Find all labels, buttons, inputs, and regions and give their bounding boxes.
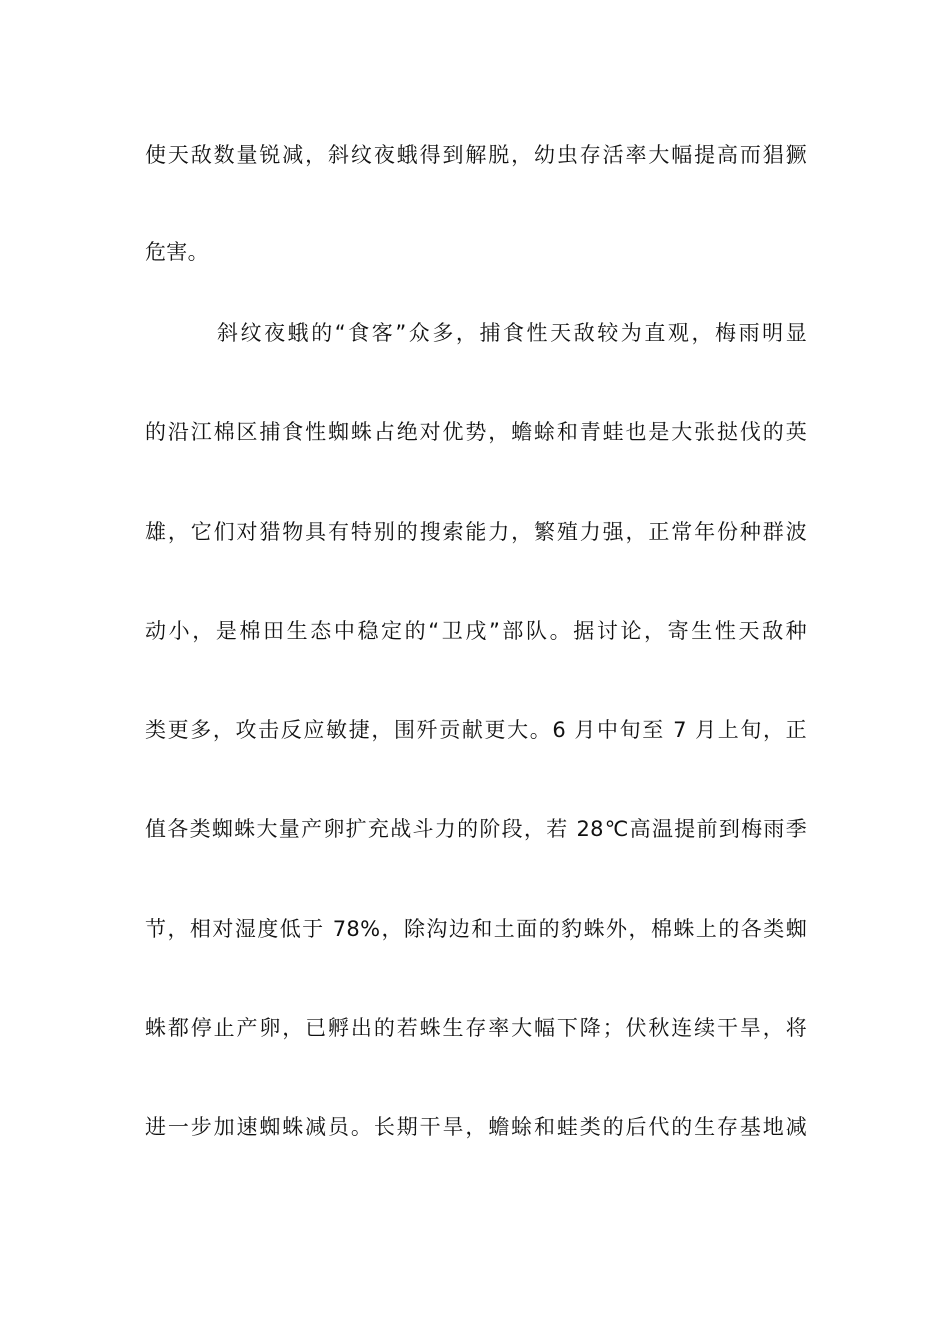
text-line-11: 进一步加速蜘蛛减员。长期干旱，蟾蜍和蛙类的后代的生存基地减 [145,1115,807,1139]
text-line-6: 动小，是棉田生态中稳定的“卫戌”部队。据讨论，寄生性天敌种 [145,619,807,643]
text-line-4: 的沿江棉区捕食性蜘蛛占绝对优势，蟾蜍和青蛙也是大张挞伐的英 [145,420,807,444]
text-line-1: 使天敌数量锐减，斜纹夜蛾得到解脱，幼虫存活率大幅提高而猖獗 [145,143,807,167]
text-line-8: 值各类蜘蛛大量产卵扩充战斗力的阶段，若 28℃高温提前到梅雨季 [145,817,807,841]
text-line-3: 斜纹夜蛾的“食客”众多，捕食性天敌较为直观，梅雨明显 [217,321,807,345]
text-line-2: 危害。 [145,240,209,264]
text-line-10: 蛛都停止产卵，已孵出的若蛛生存率大幅下降；伏秋连续干旱，将 [145,1016,807,1040]
text-line-5: 雄，它们对猎物具有特别的搜索能力，繁殖力强，正常年份种群波 [145,520,807,544]
text-line-7: 类更多，攻击反应敏捷，围歼贡献更大。6 月中旬至 7 月上旬，正 [145,718,807,742]
text-line-9: 节，相对湿度低于 78%，除沟边和土面的豹蛛外，棉蛛上的各类蜘 [145,917,807,941]
